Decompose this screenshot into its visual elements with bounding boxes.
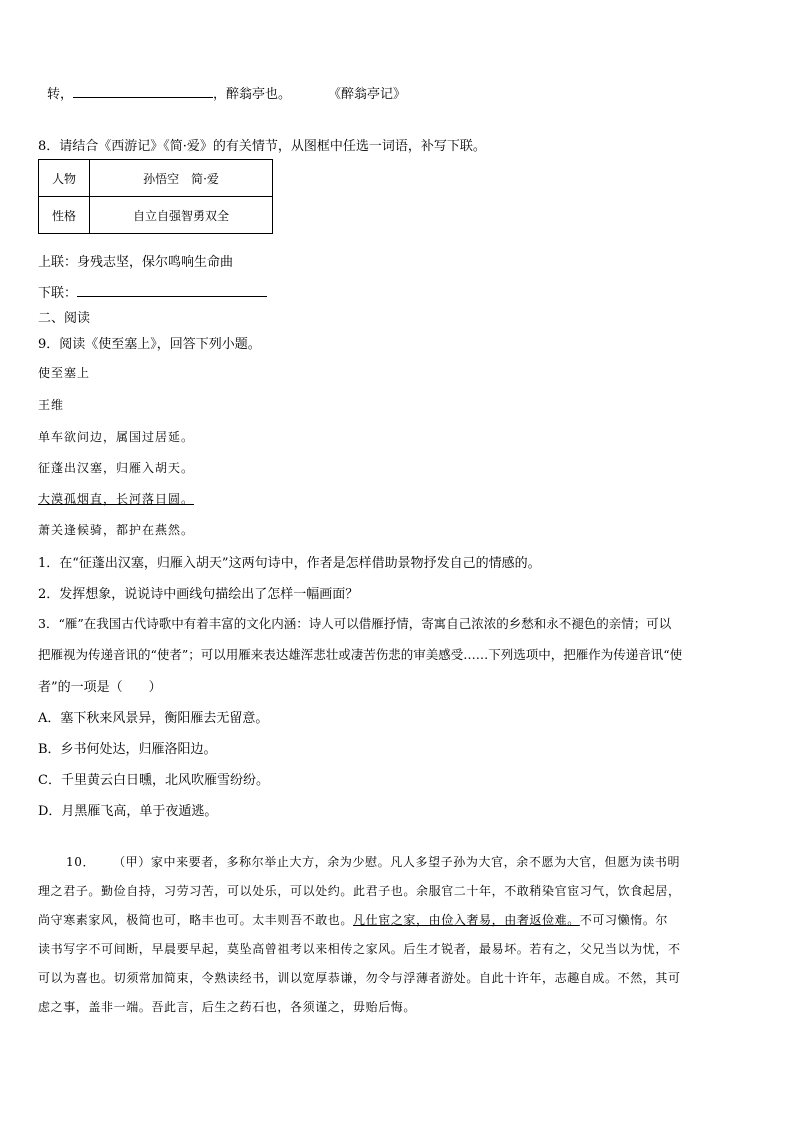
q9-sub3-line1: 3．“雁”在我国古代诗歌中有着丰富的文化内涵：诗人可以借雁抒情，寄寓自己浓浓的乡愁和永不褪色的亲情；可以 xyxy=(38,616,672,631)
fill-blank[interactable] xyxy=(77,284,267,297)
q10-line xyxy=(38,848,760,877)
q10-line: 理之君子。勤俭自持，习劳习苦，可以处乐，可以处约。此君子也。余服官二十年，不敢稍染官宦习气，饮食起居， xyxy=(38,884,681,898)
q10-underlined-text: 凡仕宦之家，由俭入奢易，由奢返俭难。 xyxy=(353,913,580,927)
line-top xyxy=(47,83,291,102)
fill-blank[interactable] xyxy=(73,85,213,98)
table-value-character: 孙悟空 简·爱 xyxy=(90,160,273,197)
poem-line: 萧关逢候骑，都护在燕然。 xyxy=(38,523,195,537)
q10-text: 不可习懒惰。尔 xyxy=(579,913,669,927)
table-label-character: 人物 xyxy=(39,160,90,197)
q10-line xyxy=(38,906,760,935)
q9-sub1: 1．在“征蓬出汉塞，归雁入胡天”这两句诗中，作者是怎样借助景物抒发自己的情感的。 xyxy=(38,556,541,571)
table-row xyxy=(39,160,273,197)
option-b: B．乡书何处达，归雁洛阳边。 xyxy=(38,742,217,757)
line-top-suffix: ，醉翁亭也。 xyxy=(213,87,292,102)
option-d: D．月黑雁飞高，单于夜遁逃。 xyxy=(38,804,218,819)
q10-text: 尚守寒素家风，极简也可，略丰也可。太丰则吾不敢也。 xyxy=(38,913,354,927)
q9-sub3-line2: 把雁视为传递音讯的“使者”；可以用雁来表达雄浑悲壮或凄苦伤悲的审美感受……下列选项中，把雁作为传递音讯“使 xyxy=(38,647,683,662)
poem-line: 单车欲问边，属国过居延。 xyxy=(38,430,195,444)
q9-stem: 9．阅读《使至塞上》，回答下列小题。 xyxy=(38,337,261,352)
line-top-prefix: 转， xyxy=(47,87,74,102)
q10-line: 读书写字不可间断，早晨要早起，莫坠高曾祖考以来相传之家风。后生才锐者，最易坏。若有之，父兄当以为忧，不 xyxy=(38,942,681,956)
table-row xyxy=(39,197,273,234)
couplet-lower-label: 下联： xyxy=(38,286,78,301)
couplet-upper: 上联：身残志坚，保尔鸣响生命曲 xyxy=(38,255,234,270)
q10-number: 10． xyxy=(66,855,96,869)
q9-sub3-line3: 者”的一项是（ ） xyxy=(38,680,162,695)
poem-line: 征蓬出汉塞，归雁入胡天。 xyxy=(38,461,195,475)
q9-sub2: 2．发挥想象，说说诗中画线句描绘出了怎样一幅画面？ xyxy=(38,587,359,602)
table-value-personality: 自立自强智勇双全 xyxy=(90,197,273,234)
table-label-personality: 性格 xyxy=(39,197,90,234)
option-c: C．千里黄云白日曛，北风吹雁雪纷纷。 xyxy=(38,773,269,788)
q10-line: 虑之事，盖非一端。吾此言，后生之药石也，各须谨之，毋贻后悔。 xyxy=(38,1000,417,1014)
poem-line-underlined: 大漠孤烟直，长河落日圆。 xyxy=(38,492,195,506)
q10-text: （甲）家中来要者，多称尔举止大方，余为少慰。凡人多望子孙为大官，余不愿为大官，但愿为读书明 xyxy=(113,855,681,869)
option-a: A．塞下秋来风景异，衡阳雁去无留意。 xyxy=(38,711,269,726)
poem-title: 使至塞上 xyxy=(38,366,91,380)
q10-passage xyxy=(38,848,760,1022)
section-heading: 二、阅读 xyxy=(38,311,91,326)
source-title: 《醉翁亭记》 xyxy=(328,87,407,102)
q8-stem: 8．请结合《西游记》《简·爱》的有关情节，从图框中任选一词语，补写下联。 xyxy=(38,139,486,154)
q8-table xyxy=(38,159,273,234)
poem-author: 王维 xyxy=(38,398,65,412)
q10-line: 可以为喜也。切须常加简束，令熟读经书，训以宽厚恭谦，勿令与浮薄者游处。自此十许年，志趣自成。不然，其可 xyxy=(38,971,681,985)
couplet-lower xyxy=(38,282,267,301)
